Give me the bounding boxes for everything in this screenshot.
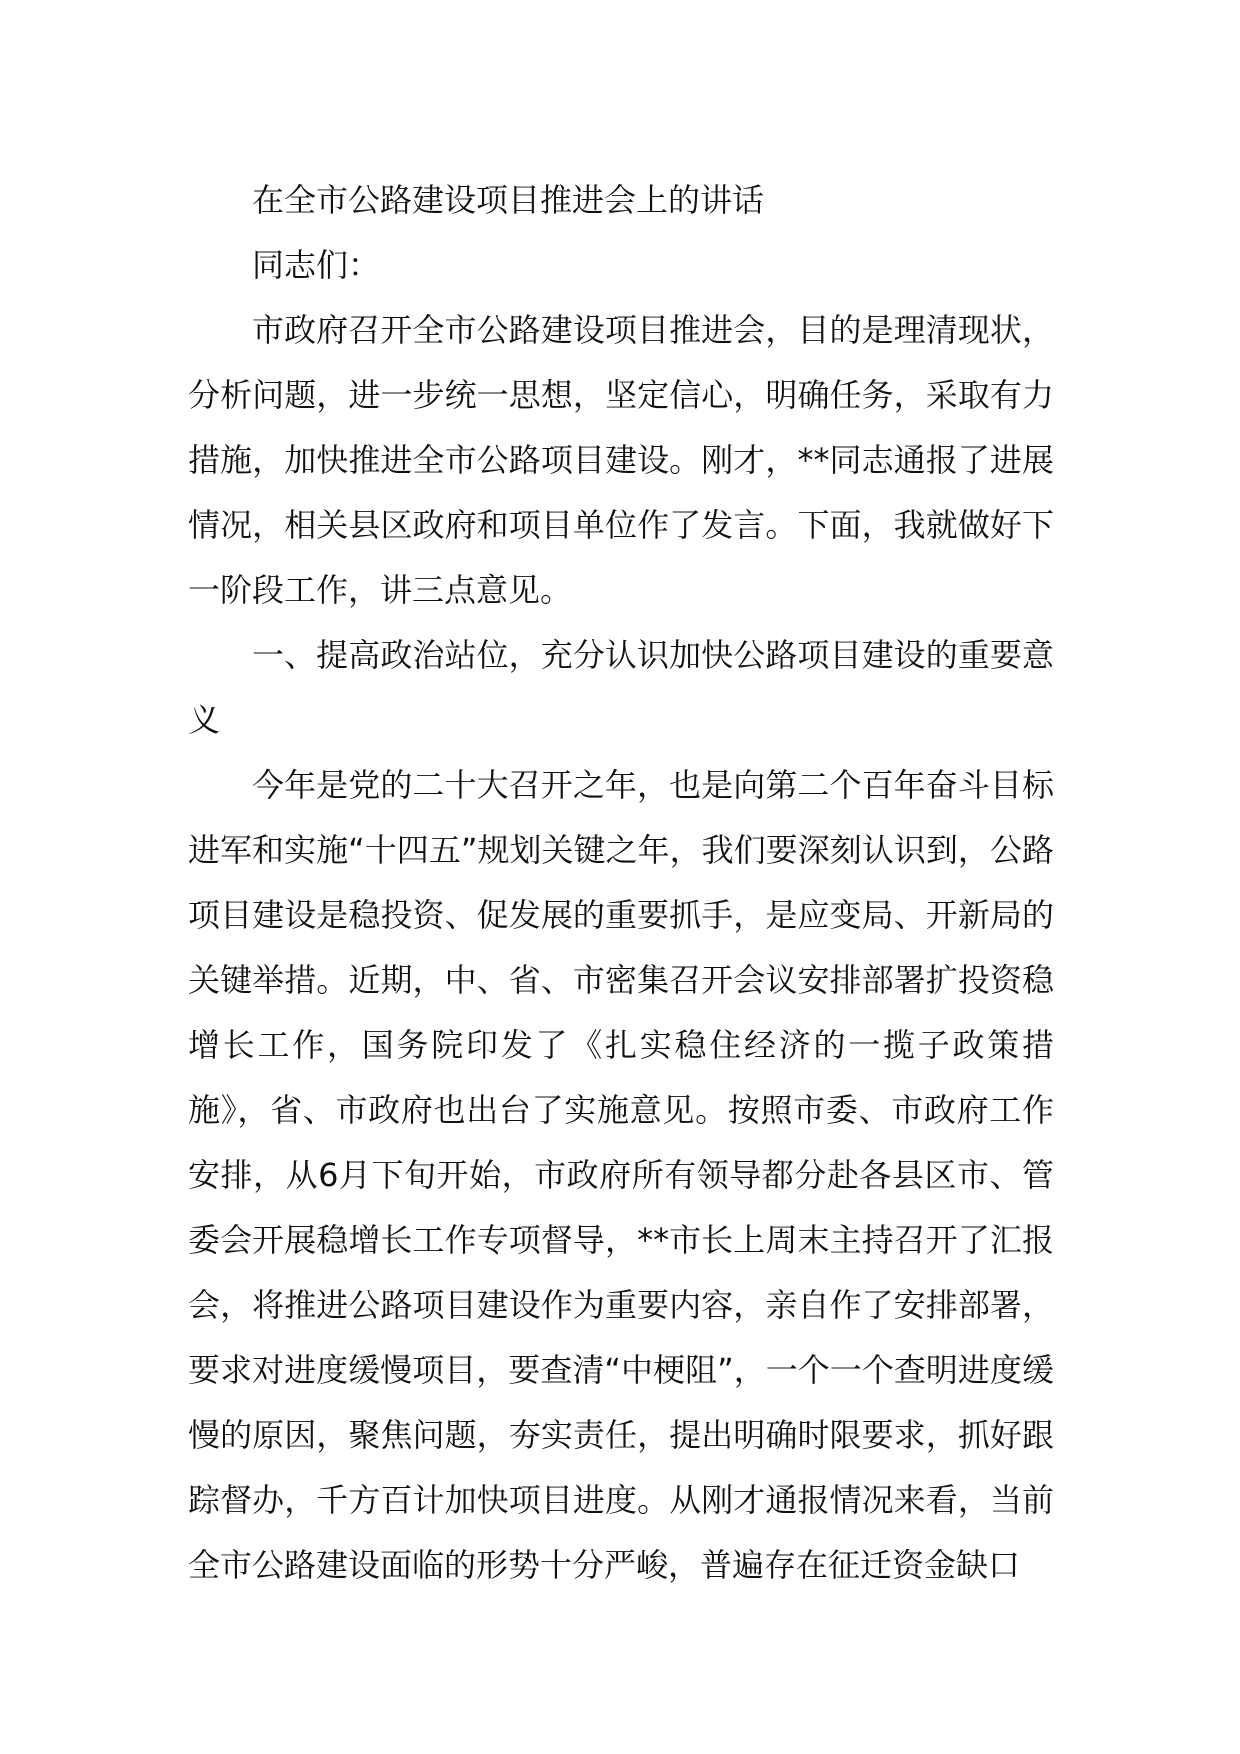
paragraph-section-1: 今年是党的二十大召开之年，也是向第二个百年奋斗目标进军和实施“十四五”规划关键之年，我们要深刻认识到，公路项目建设是稳投资、促发展的重要抓手，是应变局、开新局的关键举措。近期，中、省、市密集召开会议安排部署扩投资稳增长工作，国务院印发了《扎实稳住经济的一揽子政策措施》，省、市政府也出台了实施意见。按照市委、市政府工作安排，从6月下旬开始，市政府所有领导都分赴各县区市、管委会开展稳增长工作专项督导，**市长上周末主持召开了汇报会，将推进公路项目建设作为重要内容，亲自作了安排部署，要求对进度缓慢项目，要查清“中梗阻”，一个一个查明进度缓慢的原因，聚焦问题，夯实责任，提出明确时限要求，抓好跟踪督办，千方百计加快项目进度。从刚才通报情况来看，当前全市公路建设面临的形势十分严峻，普遍存在征迁资金缺口 — [188, 766, 1054, 1584]
paragraph-intro: 市政府召开全市公路建设项目推进会，目的是理清现状，分析问题，进一步统一思想，坚定信心，明确任务，采取有力措施，加快推进全市公路项目建设。刚才，**同志通报了进展情况，相关县区政府和项目单位作了发言。下面，我就做好下一阶段工作，讲三点意见。 — [188, 311, 1054, 609]
document-title: 在全市公路建设项目推进会上的讲话 — [252, 181, 765, 219]
section-heading-1: 一、提高政治站位，充分认识加快公路项目建设的重要意义 — [188, 636, 1054, 739]
salutation: 同志们： — [252, 246, 381, 284]
document-body — [188, 168, 1054, 1598]
